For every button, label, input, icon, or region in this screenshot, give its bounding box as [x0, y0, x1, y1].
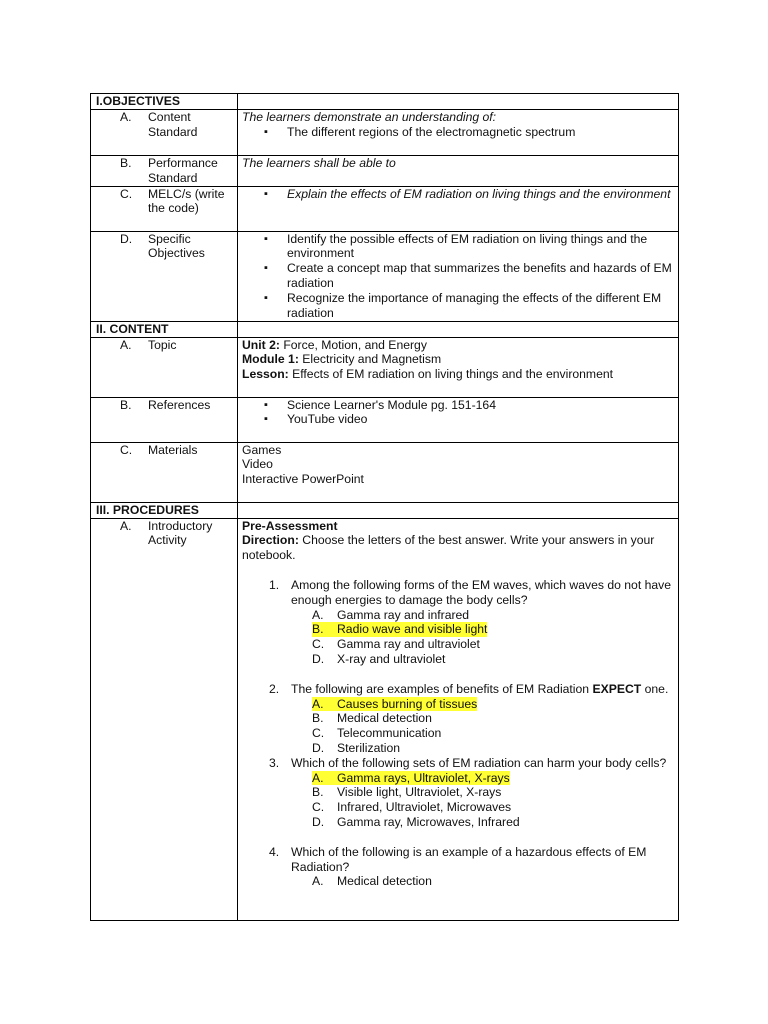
question-text: Among the following forms of the EM waves, which waves do not have enough energies to damage the body cells?: [291, 577, 672, 607]
row-label-topic: [91, 337, 238, 397]
module-label: Module 1:: [242, 352, 299, 367]
option-text: Medical detection: [337, 711, 432, 726]
topic-unit: [242, 338, 672, 353]
row-letter: B.: [120, 156, 132, 170]
option-text: Infrared, Ultraviolet, Microwaves: [337, 800, 512, 815]
option-text: Gamma ray and infrared: [337, 607, 470, 622]
unit-label: Unit 2:: [242, 337, 280, 352]
question-number: 3.: [269, 755, 280, 770]
row-label: Content Standard: [148, 110, 198, 139]
question-text: Which of the following is an example of a hazardous effects of EM Radiation?: [291, 844, 647, 874]
option-letter: A.: [312, 697, 337, 712]
topic-lesson: [242, 367, 672, 382]
references-cell: [238, 397, 679, 442]
row-letter: C.: [120, 442, 133, 457]
row-label: MELC/s (write the code): [148, 186, 225, 216]
option-text: Sterilization: [337, 740, 400, 755]
lesson-label: Lesson:: [242, 367, 289, 382]
option-text: Gamma rays, Ultraviolet, X-rays: [337, 770, 510, 785]
row-label-performance-standard: [91, 156, 238, 187]
row-label-references: [91, 397, 238, 442]
row-letter: A.: [120, 337, 132, 352]
material-line: Games: [242, 442, 282, 457]
row-label: References: [148, 397, 211, 412]
option-text: Medical detection: [337, 874, 432, 889]
option-letter: D.: [312, 740, 325, 755]
option-text: Telecommunication: [337, 726, 442, 741]
content-standard-intro: The learners demonstrate an understanding of:: [242, 110, 497, 124]
row-label: Performance Standard: [148, 156, 218, 185]
option-text: Causes burning of tissues: [337, 696, 478, 711]
empty-cell: [238, 321, 679, 337]
question-number: 2.: [269, 681, 280, 696]
list-item: ▪ Create a concept map that summarizes the benefits and hazards of EM radiation: [242, 261, 672, 291]
material-line: Video: [242, 457, 273, 472]
unit-value: Force, Motion, and Energy: [283, 337, 427, 352]
row-letter: B.: [120, 397, 132, 412]
row-label: Topic: [148, 337, 177, 352]
answer-option: [242, 874, 672, 889]
row-letter: D.: [120, 231, 133, 246]
topic-cell: [238, 337, 679, 397]
option-text: Gamma ray and ultraviolet: [337, 637, 480, 652]
direction-value: Choose the letters of the best answer. Write your answers in your notebook.: [242, 533, 655, 563]
pre-assessment-title: Pre-Assessment: [242, 518, 338, 533]
row-label: Materials: [148, 442, 198, 457]
question: [242, 756, 672, 771]
melcs-list: [242, 187, 672, 202]
section-heading-objectives: I.OBJECTIVES: [91, 94, 238, 110]
content-standard-cell: [238, 110, 679, 156]
performance-standard-cell: [238, 156, 679, 187]
answer-option: [242, 785, 672, 800]
introductory-activity-cell: [238, 518, 679, 920]
performance-standard-text: The learners shall be able to: [242, 156, 396, 170]
references-list: [242, 398, 672, 428]
option-letter: D.: [312, 651, 325, 666]
lesson-plan-table: [90, 93, 679, 921]
topic-module: [242, 352, 672, 367]
option-letter: A.: [312, 607, 324, 622]
question: [242, 578, 672, 608]
answer-option: [242, 711, 672, 726]
row-letter: A.: [120, 518, 132, 533]
row-label: Specific Objectives: [148, 231, 205, 261]
option-letter: B.: [312, 711, 324, 726]
row-label-introductory-activity: [91, 518, 238, 920]
section-heading-content: II. CONTENT: [91, 321, 238, 337]
answer-option: [242, 637, 672, 652]
material-line: Interactive PowerPoint: [242, 472, 364, 487]
option-text: X-ray and ultraviolet: [337, 651, 446, 666]
option-text: Visible light, Ultraviolet, X-rays: [337, 785, 502, 800]
melcs-cell: [238, 186, 679, 231]
content-standard-list: [242, 125, 672, 140]
answer-option: [242, 815, 672, 830]
row-label-specific-objectives: [91, 231, 238, 321]
answer-option: [242, 652, 672, 667]
option-letter: C.: [312, 800, 325, 815]
answer-option-highlighted: [242, 697, 672, 712]
answer-option-highlighted: [242, 771, 672, 786]
row-letter: A.: [120, 110, 132, 124]
row-label-materials: [91, 442, 238, 502]
materials-cell: [238, 442, 679, 502]
option-letter: A.: [312, 874, 324, 889]
specific-objectives-list: [242, 232, 672, 321]
question: [242, 682, 672, 697]
option-letter: D.: [312, 814, 325, 829]
question-number: 1.: [269, 577, 280, 592]
question: [242, 845, 672, 875]
option-letter: B.: [312, 785, 324, 800]
row-label-melcs: [91, 186, 238, 231]
question-number: 4.: [269, 844, 280, 859]
answer-option: [242, 800, 672, 815]
answer-option: [242, 608, 672, 623]
empty-cell: [238, 94, 679, 110]
answer-option: [242, 741, 672, 756]
option-letter: C.: [312, 726, 325, 741]
lesson-value: Effects of EM radiation on living things and the environment: [292, 367, 614, 382]
answer-option-highlighted: [242, 622, 672, 637]
empty-cell: [238, 502, 679, 518]
list-item: ▪ YouTube video: [242, 412, 672, 427]
list-item: ▪ Explain the effects of EM radiation on living things and the environment: [242, 187, 672, 202]
list-item: ▪ Recognize the importance of managing the effects of the different EM radiation: [242, 291, 672, 321]
list-item: ▪ Science Learner's Module pg. 151-164: [242, 398, 672, 413]
list-item: ▪ Identify the possible effects of EM radiation on living things and the environment: [242, 232, 672, 262]
option-letter: C.: [312, 637, 325, 652]
option-letter: A.: [312, 771, 337, 786]
row-label: Introductory Activity: [148, 518, 213, 548]
option-letter: B.: [312, 622, 337, 637]
module-value: Electricity and Magnetism: [302, 352, 442, 367]
specific-objectives-cell: [238, 231, 679, 321]
question-text: Which of the following sets of EM radiation can harm your body cells?: [291, 755, 667, 770]
question-text: The following are examples of benefits of EM Radiation EXPECT one.: [291, 681, 669, 696]
row-label-content-standard: [91, 110, 238, 156]
direction-text: [242, 533, 672, 563]
section-heading-procedures: III. PROCEDURES: [91, 502, 238, 518]
option-text: Radio wave and visible light: [337, 622, 488, 637]
list-item: ▪ The different regions of the electromagnetic spectrum: [242, 125, 672, 140]
option-text: Gamma ray, Microwaves, Infrared: [337, 814, 520, 829]
row-letter: C.: [120, 186, 133, 201]
direction-label: Direction:: [242, 533, 299, 548]
answer-option: [242, 726, 672, 741]
